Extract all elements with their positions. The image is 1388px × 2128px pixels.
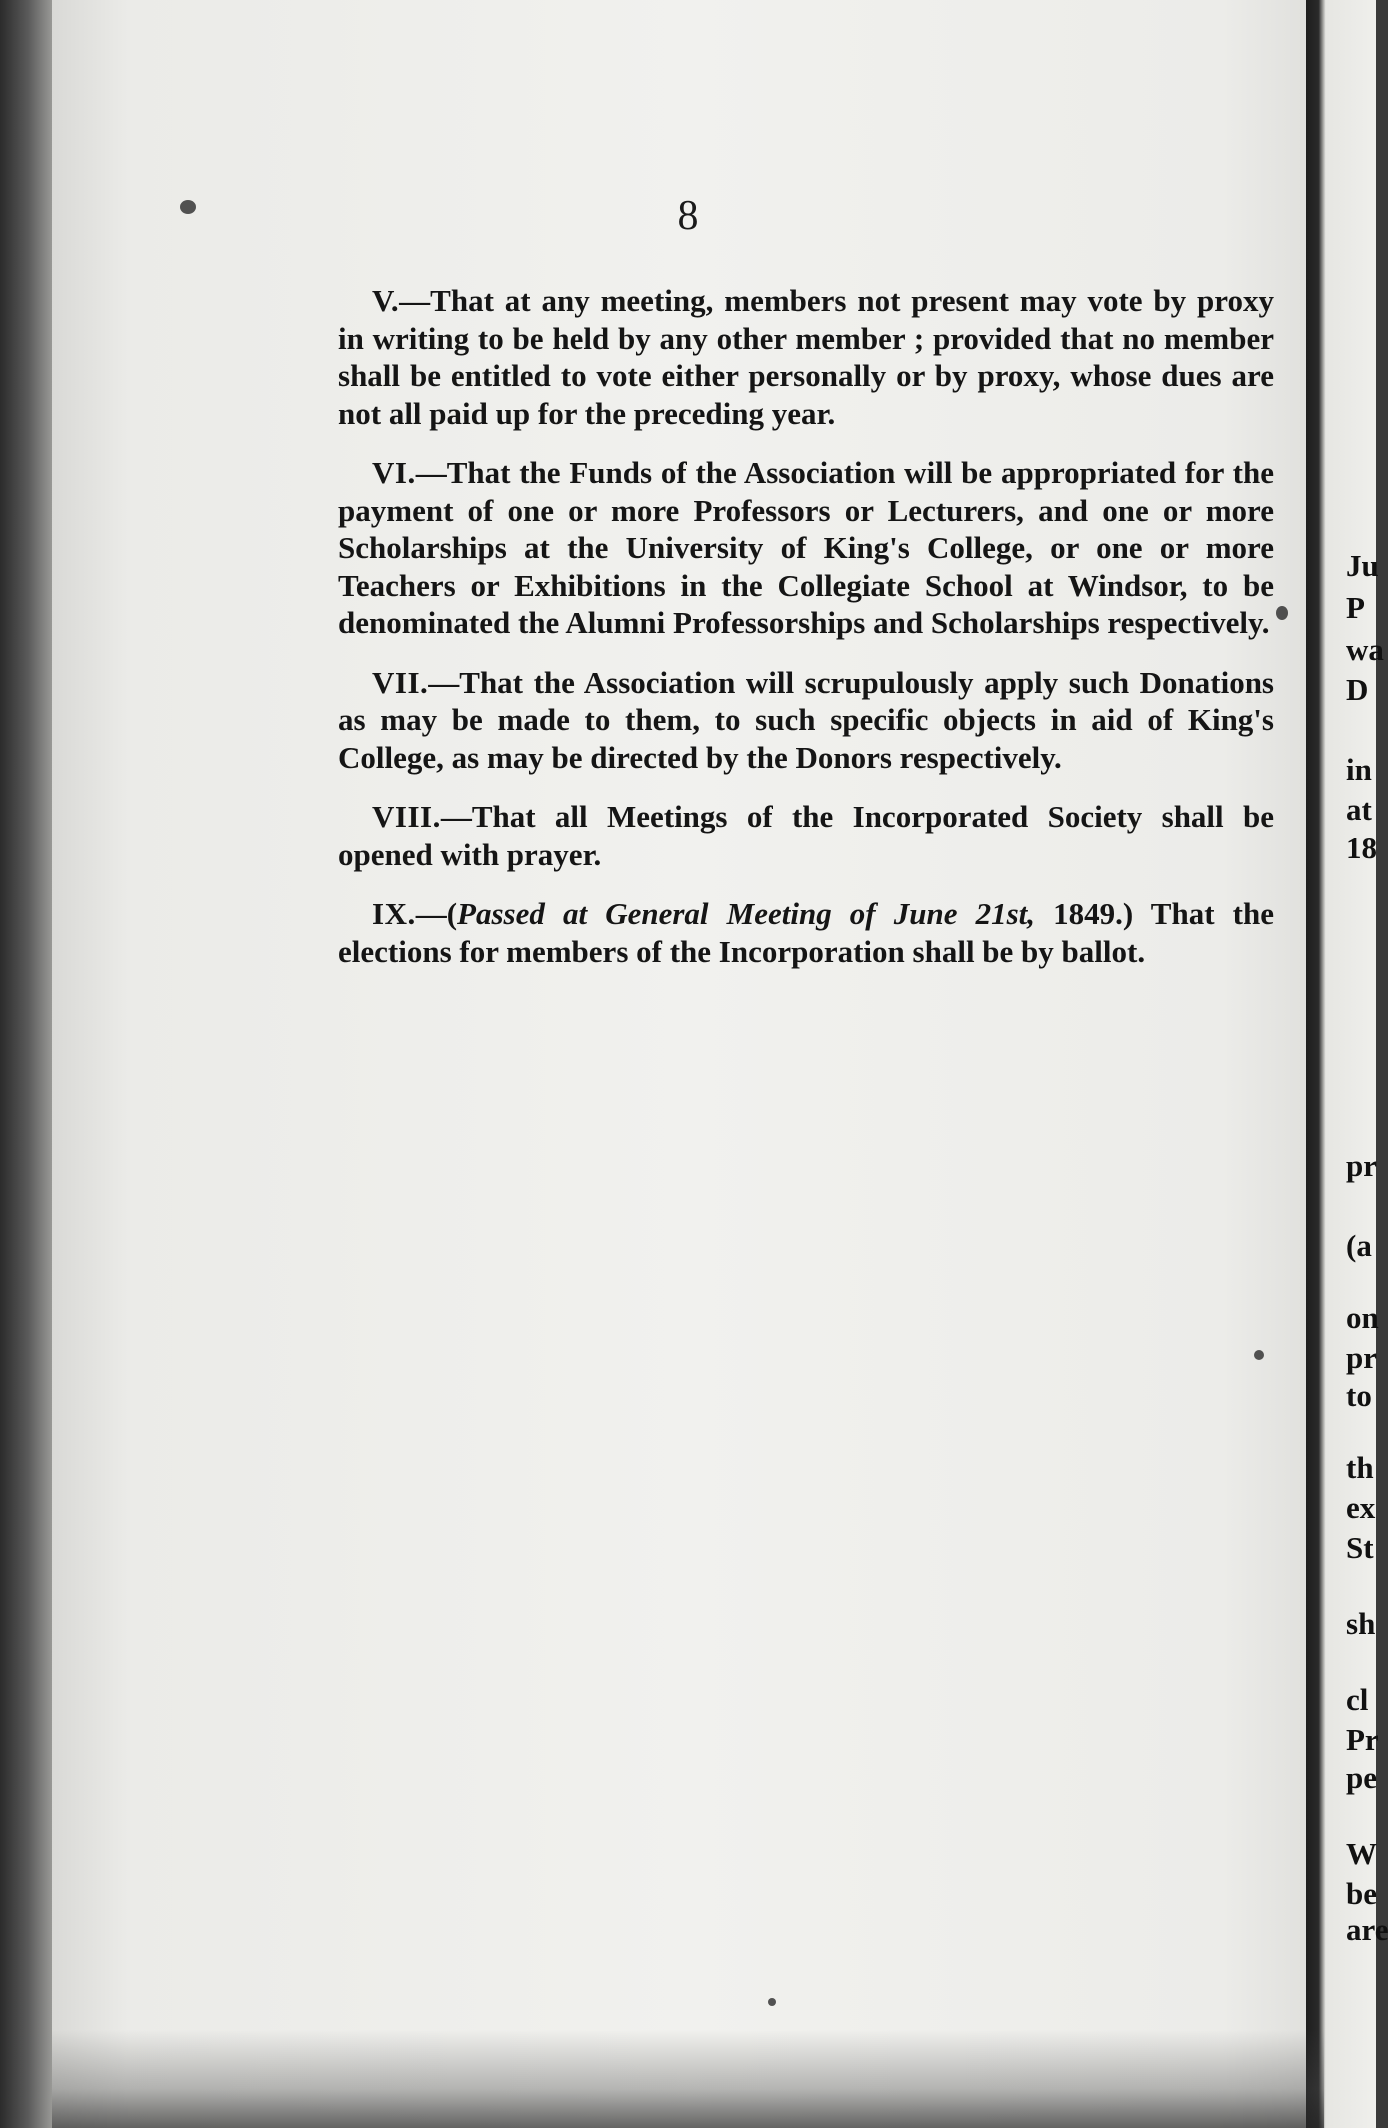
bylaws-text [338,282,1274,992]
article-numeral: V. [372,283,400,318]
article-text: —That the Association will scrupulously apply such Donations as may be made to them, to such specific objects in aid of King's College, as may be directed by the Donors respectively. [338,664,1274,775]
adjacent-fragment: in [1346,752,1372,787]
adjacent-fragment: pr [1346,1148,1377,1183]
adjacent-fragment: sh [1346,1606,1376,1641]
article-prefix: —( [415,896,458,931]
article-italic-note: Passed at General Meeting of June 21st, [457,896,1036,931]
adjacent-fragment: 18 [1346,830,1377,865]
article-numeral: VIII. [372,799,441,834]
adjacent-fragment: ex [1346,1490,1376,1525]
page-number: 8 [677,193,699,239]
article-text: —That all Meetings of the Incorporated Society shall be opened with prayer. [338,799,1274,872]
article-text: —That the Funds of the Association will be appropriated for the payment of one or more Professors or Lecturers, and one or more Scholarships at the University of King's College, or one or more Teachers or Exhibitions in the Collegiate School at Windsor, to be denominated the Alumni Professorships and Scholarships respectively. [338,455,1274,640]
ink-spot [1276,606,1288,620]
article-numeral: IX. [372,896,416,931]
adjacent-fragment: D [1346,672,1369,707]
article-vii [338,664,1274,777]
ink-spot [768,1998,776,2006]
adjacent-fragment: St [1346,1530,1374,1565]
article-suffix: 1849.) [1035,896,1134,931]
adjacent-fragment: at [1346,792,1372,827]
article-vi [338,454,1274,642]
article-v [338,282,1274,432]
ink-spot [1254,1350,1264,1360]
adjacent-fragment: on [1346,1300,1379,1335]
adjacent-fragment: Pr [1346,1722,1379,1757]
article-ix [338,895,1274,970]
article-text: —That at any meeting, members not present may vote by proxy in writing to be held by any other member ; provided that no member shall be entitled to vote either personally or by proxy, whose dues are not all paid up for the preceding year. [338,283,1274,431]
adjacent-fragment: (a [1346,1228,1372,1263]
adjacent-fragment: Ju [1346,548,1379,583]
article-viii [338,798,1274,873]
adjacent-fragment: pe [1346,1760,1377,1795]
adjacent-fragment: are [1346,1912,1388,1947]
article-numeral: VII. [372,664,429,700]
adjacent-fragment: to [1346,1378,1372,1413]
adjacent-fragment: th [1346,1450,1374,1485]
adjacent-fragment: P [1346,590,1365,625]
adjacent-page-strip [1306,0,1376,2128]
adjacent-fragment: pr [1346,1340,1377,1375]
page-bottom-shadow [52,2030,1324,2128]
adjacent-fragment: be [1346,1876,1377,1911]
ink-spot [180,200,196,214]
article-text: That the elections for members of the Incorporation shall be by ballot. [338,896,1274,969]
adjacent-fragment: cl [1346,1682,1369,1717]
adjacent-fragment: wa [1346,632,1384,667]
adjacent-fragment: W [1346,1836,1377,1871]
article-numeral: VI. [372,455,416,490]
